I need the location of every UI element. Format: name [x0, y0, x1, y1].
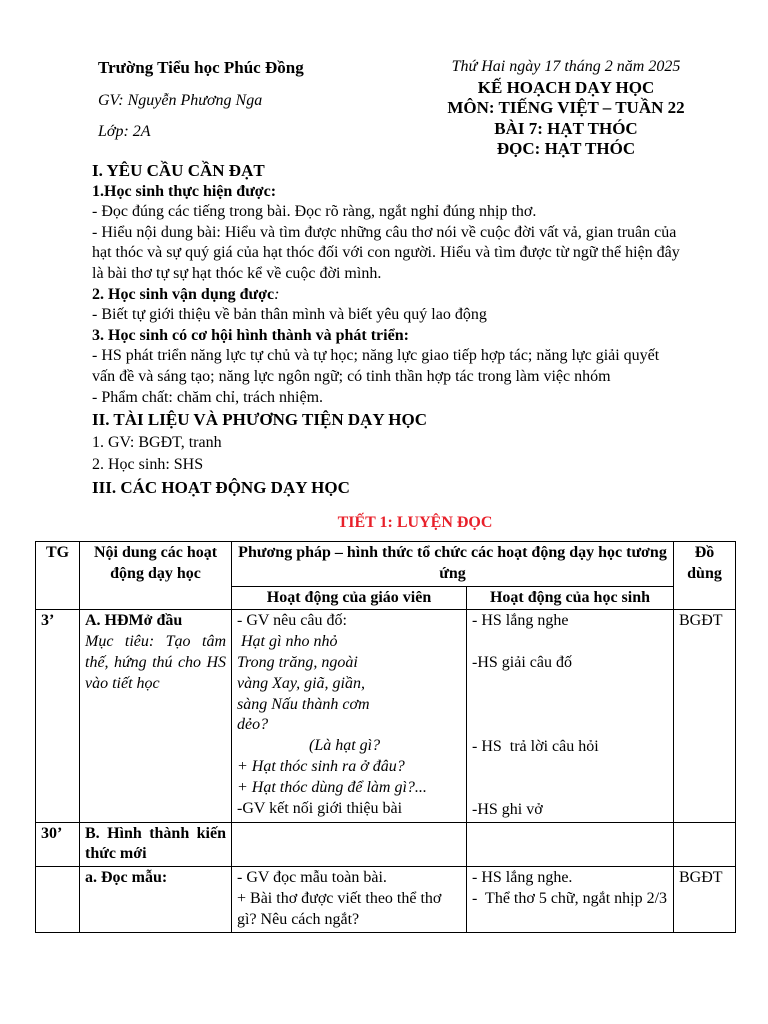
header-tools: Đồ dùng — [674, 542, 736, 610]
student-activity — [467, 822, 674, 867]
student-activity — [467, 867, 674, 932]
objective-line: vấn đề và sáng tạo; năng lực ngôn ngữ; có tinh thần hợp tác trong làm việc nhóm — [92, 367, 611, 385]
student-step: - Thể thơ 5 chữ, ngắt nhịp 2/3 — [472, 889, 668, 907]
lesson-date: Thứ Hai ngày 17 tháng 2 năm 2025 — [451, 58, 681, 75]
lesson-objectives — [92, 161, 742, 499]
objective-line: là bài thơ tự sự hạt thóc kể về cuộc đời mình. — [92, 264, 382, 282]
section-3-title: III. CÁC HOẠT ĐỘNG DẠY HỌC — [92, 477, 350, 497]
class-name: Lớp: 2A — [98, 123, 151, 140]
teacher-step: - GV nêu câu đố: — [237, 612, 347, 630]
student-step: - HS lắng nghe — [472, 612, 569, 630]
row-time: 3’ — [36, 610, 80, 822]
objective-line: - HS phát triển năng lực tự chủ và tự học; năng lực giao tiếp hợp tác; năng lực giải quyết — [92, 347, 660, 365]
row-content — [80, 610, 232, 822]
activity-goal: Mục tiêu: Tạo tâm thế, hứng thú cho HS vào tiết học — [85, 633, 226, 692]
section-1-title: I. YÊU CẦU CẦN ĐẠT — [92, 161, 265, 180]
table-row — [36, 867, 736, 932]
teacher-name: GV: Nguyễn Phương Nga — [98, 92, 263, 109]
header-teacher-activity: Hoạt động của giáo viên — [232, 586, 467, 610]
objective-line: - Biết tự giới thiệu về bản thân mình và biết yêu quý lao động — [92, 306, 487, 324]
document-heading — [436, 57, 696, 160]
teacher-activity — [232, 610, 467, 822]
section-2-title: II. TÀI LIỆU VÀ PHƯƠNG TIỆN DẠY HỌC — [92, 410, 428, 430]
student-activity — [467, 610, 674, 822]
table-header-row — [36, 542, 736, 587]
activity-title: B. Hình thành kiến thức mới — [85, 824, 226, 863]
section-1-sub-1: 1.Học sinh thực hiện được: — [92, 182, 277, 200]
objective-line: - Phẩm chất: chăm chỉ, trách nhiệm. — [92, 388, 324, 406]
table-row — [36, 822, 736, 867]
teacher-step: + Bài thơ được viết theo thể thơ gì? Nêu cách ngắt? — [237, 889, 442, 928]
tools-cell: BGĐT — [674, 610, 736, 822]
objective-line: - Hiểu nội dung bài: Hiểu và tìm được những câu thơ nói về cuộc đời vất vả, gian truân của — [92, 223, 677, 241]
plan-title: KẾ HOẠCH DẠY HỌC — [477, 77, 655, 97]
tools-cell: BGĐT — [674, 867, 736, 932]
material-line: 2. Học sinh: SHS — [92, 456, 204, 474]
teacher-question: + Hạt thóc sinh ra ở đâu? — [237, 757, 405, 775]
teacher-step: - GV đọc mẫu toàn bài. — [237, 869, 387, 887]
student-step: -HS ghi vở — [472, 800, 543, 818]
reading-title: ĐỌC: HẠT THÓC — [496, 139, 636, 158]
header-tg: TG — [36, 542, 80, 610]
row-content — [80, 822, 232, 867]
period-title: TIẾT 1: LUYỆN ĐỌC — [337, 514, 493, 531]
objective-line: hạt thóc và sự quý giá của hạt thóc đối với con người. Hiểu và tìm được từ ngữ thể hiện đây — [92, 244, 680, 262]
section-1-sub-2-colon: : — [274, 285, 280, 303]
row-time: 30’ — [36, 822, 80, 867]
section-1-sub-2-text: 2. Học sinh vận dụng được — [92, 285, 275, 303]
teacher-question: + Hạt thóc dùng để làm gì?... — [237, 778, 427, 796]
header-student-activity: Hoạt động của học sinh — [467, 586, 674, 610]
school-name: Trường Tiểu học Phúc Đồng — [98, 58, 304, 77]
material-line: 1. GV: BGĐT, tranh — [92, 433, 222, 451]
subject-title: MÔN: TIẾNG VIỆT – TUẦN 22 — [447, 98, 685, 117]
header-method: Phương pháp – hình thức tổ chức các hoạt động dạy học tương ứng — [232, 542, 674, 587]
row-content: a. Đọc mẫu: — [80, 867, 232, 932]
riddle-line: Hạt gì nho nhỏ — [237, 633, 338, 651]
student-step: - HS lắng nghe. — [472, 869, 573, 887]
section-1-sub-2 — [92, 285, 742, 306]
riddle-answer-prompt: (Là hạt gì? — [309, 737, 381, 755]
teacher-step: -GV kết nối giới thiệu bài — [237, 799, 403, 817]
lesson-title: BÀI 7: HẠT THÓC — [494, 118, 638, 138]
row-time — [36, 867, 80, 932]
activity-table — [35, 541, 736, 933]
student-step: -HS giải câu đố — [472, 654, 572, 672]
section-1-sub-3: 3. Học sinh có cơ hội hình thành và phát triển: — [92, 326, 409, 344]
teacher-activity — [232, 822, 467, 867]
riddle-body: Trong trăng, ngoài vàng Xay, giã, giần, sàng Nấu thành cơm dẻo? — [237, 653, 370, 734]
objective-line: - Đọc đúng các tiếng trong bài. Đọc rõ ràng, ngắt nghỉ đúng nhịp thơ. — [92, 203, 537, 221]
tools-cell — [674, 822, 736, 867]
student-step: - HS trả lời câu hỏi — [472, 737, 599, 755]
teacher-activity — [232, 867, 467, 932]
activity-title: A. HĐMở đầu — [85, 612, 183, 630]
header-content: Nội dung các hoạt động dạy học — [80, 542, 232, 610]
table-row — [36, 610, 736, 822]
